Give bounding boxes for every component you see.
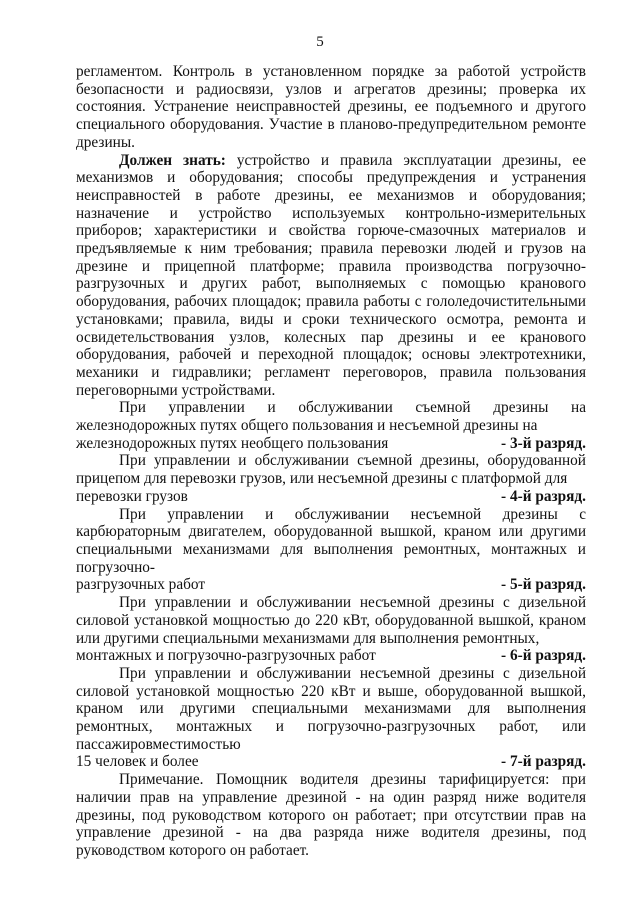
grade-paragraph-4 (76, 452, 586, 505)
grade-paragraph-text: При управлении и обслуживании съемной дрезины, оборудованной прицепом для перевозки грузов, или несъемной дрезины с платформой для (76, 452, 586, 488)
grade-paragraph-5 (76, 506, 586, 595)
grade-paragraph-last-line: разгрузочных работ (76, 576, 206, 594)
grade-paragraph-last-line: 15 человек и более (76, 753, 199, 771)
grade-paragraph-6 (76, 594, 586, 665)
grade-paragraph-text: При управлении и обслуживании несъемной дрезины с дизельной силовой установкой мощностью до 220 кВт, оборудованной вышкой, краном или другими специальными механизмами для выполнения ремонтных, (76, 594, 586, 647)
grade-line (76, 488, 586, 506)
paragraph-must-know (76, 152, 586, 400)
document-body (76, 63, 586, 860)
grade-line (76, 435, 586, 453)
grade-label: - 3-й разряд. (501, 434, 586, 452)
grade-label: - 4-й разряд. (501, 487, 586, 505)
grade-label: - 7-й разряд. (501, 753, 586, 771)
grade-label: - 5-й разряд. (501, 576, 586, 594)
must-know-label: Должен знать: (119, 151, 226, 169)
must-know-text: устройство и правила эксплуатации дрезины, ее механизмов и оборудования; способы предупреждения и устранения неисправностей в работе дрезины, ее механизмов и оборудования; назначение и устройство используемых контрольно-измерительных приборов; характеристики и свойства горюче-смазочных материалов и предъявляемые к ним требования; правила перевозки людей и грузов на дрезине и прицепной платформе; правила производства погрузочно-разгрузочных и других работ, выполняемых с помощью кранового оборудования, рабочих площадок; правила работы с гололедочистительными установками; правила, виды и сроки технического осмотра, ремонта и освидетельствования узлов, колесных пар дрезины и ее кранового оборудования, рабочей и переходной площадок; основы электротехники, механики и гидравлики; регламент переговоров, правила пользования переговорными устройствами. (76, 151, 586, 399)
paragraph-intro: регламентом. Контроль в установленном порядке за работой устройств безопасности и радиосвязи, узлов и агрегатов дрезины; проверка их состояния. Устранение неисправностей дрезины, ее подъемного и другого специального оборудования. Участие в планово-предупредительном ремонте дрезины. (76, 63, 586, 151)
grade-paragraph-last-line: железнодорожных путях необщего пользования (76, 434, 389, 452)
grade-paragraph-last-line: перевозки грузов (76, 487, 188, 505)
grade-paragraph-text: При управлении и обслуживании несъемной дрезины с карбюраторным двигателем, оборудованной вышкой, краном или другими специальными механизмами для выполнения ремонтных, монтажных и погрузочно- (76, 505, 586, 576)
grade-paragraph-3 (76, 399, 586, 452)
page-number: 5 (316, 34, 324, 50)
grade-paragraph-text: При управлении и обслуживании съемной дрезины на железнодорожных путях общего пользования и несъемной дрезины на (76, 399, 586, 435)
grade-line (76, 576, 586, 594)
grade-paragraph-7 (76, 665, 586, 771)
grade-label: - 6-й разряд. (501, 647, 586, 665)
grade-line (76, 647, 586, 665)
grade-paragraph-last-line: монтажных и погрузочно-разгрузочных работ (76, 647, 376, 665)
grade-paragraph-text: При управлении и обслуживании несъемной дрезины с дизельной силовой установкой мощностью 220 кВт и выше, оборудованной вышкой, краном или другими специальными механизмами для выполнения ремонтных, монтажных и погрузочно-разгрузочных работ, или пассажировместимостью (76, 664, 586, 753)
grade-line (76, 753, 586, 771)
paragraph-note: Примечание. Помощник водителя дрезины тарифицируется: при наличии прав на управление дрезиной - на один разряд ниже водителя дрезины, под руководством которого он работает; при отсутствии прав на управление дрезиной - на два разряда ниже водителя дрезины, под руководством которого он работает. (76, 771, 586, 859)
